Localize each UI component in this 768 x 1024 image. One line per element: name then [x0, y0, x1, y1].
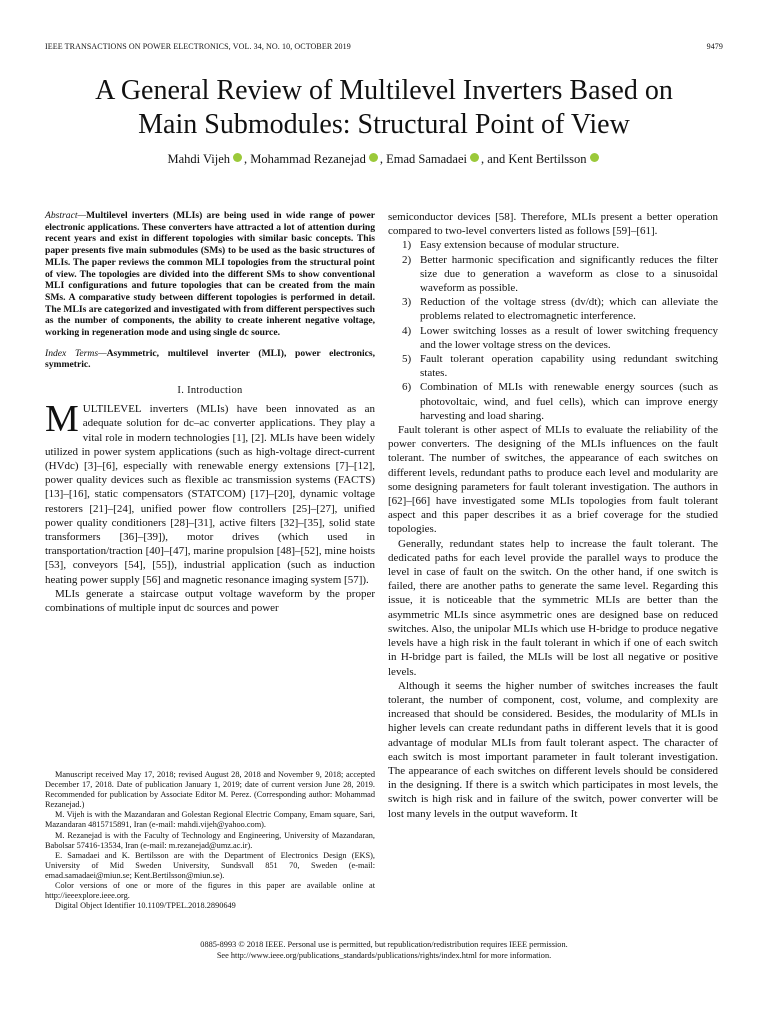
footnote: M. Rezanejad is with the Faculty of Technology and Engineering, University of Mazandaran, Babolsar 57416-13534, Iran (e-mail: m.rezanejad@umz.ac.ir).	[45, 830, 375, 850]
page-number: 9479	[706, 42, 723, 51]
index-terms-text: Asymmetric, multilevel inverter (MLI), power electronics, symmetric.	[45, 347, 376, 371]
abstract	[45, 210, 375, 339]
left-column	[45, 210, 375, 615]
index-terms	[45, 348, 375, 371]
running-header	[45, 42, 723, 51]
right-column	[388, 210, 718, 821]
abstract-text: Multilevel inverters (MLIs) are being used in wide range of power electronic applications. These converters have attracted a lot of attention during recent years and exist in different topologies with similar basic concepts. This paper presents five main submodules (SMs) to be used as the basic structures of MLIs. The paper reviews the common MLI topologies from the structural point of view. The topologies are divided into the different SMs to show conventional MLI configurations and future topologies that can be created from the main SMs. A comparative study between different topologies is performed in detail. The MLIs are categorized and investigated with from different perspectives such as the number of components, the ability to create inherent negative voltage, working in regeneration mode and using single dc source.	[45, 210, 375, 339]
orcid-icon[interactable]	[233, 153, 242, 162]
intro-paragraph-2: MLIs generate a staircase output voltage waveform by the proper combinations of multiple input dc sources and power	[45, 587, 375, 614]
copyright-notice	[0, 940, 768, 961]
author-1: Mahdi Vijeh	[167, 152, 231, 166]
right-paragraph-0: semiconductor devices [58]. Therefore, MLIs present a better operation compared to two-level converters listed as follows [59]–[61].	[388, 211, 718, 238]
right-paragraph-1: Fault tolerant is other aspect of MLIs to evaluate the reliability of the power converters. The designing of the MLIs influences on the fault tolerant. The number of switches, the appearance of each switches on different levels, redundant paths to produce each level and modularity are some designing parameters for fault tolerant investigation. The authors in [62]–[66] have investigated some MLIs topologies from fault tolerant aspect and this paper describes it as a brief coverage for the studied topologies.	[388, 424, 718, 536]
copyright-line-2: See http://www.ieee.org/publications_standards/publications/rights/index.html for more information.	[216, 950, 552, 960]
orcid-icon[interactable]	[590, 153, 599, 162]
orcid-icon[interactable]	[369, 153, 378, 162]
right-paragraph-2: Generally, redundant states help to increase the fault tolerant. The dedicated paths for each level provide the parallel ways to produce the level in case of fault on the switch. On the other hand, if one switch is failed, there are another paths to generate the same level. Regarding this issue, it is noticeable that the symmetric MLIs are better than the asymmetric MLIs since asymmetric ones are designed base on reduced switches. Also, the unipolar MLIs which use H-bridge to produce negative levels have a high risk in the fault tolerant in which if one of each switch in H-bridge part is failed, the MLIs will be lost all negative or positive levels.	[388, 537, 718, 678]
title-line-2: Main Submodules: Structural Point of View	[138, 109, 630, 140]
list-item: 5) Fault tolerant operation capability using redundant switching states.	[402, 353, 718, 380]
author-2: , Mohammad Rezanejad	[244, 152, 366, 166]
index-terms-label: Index Terms—	[45, 347, 107, 359]
intro-paragraph-1	[45, 398, 375, 587]
footnote: Manuscript received May 17, 2018; revised August 28, 2018 and November 9, 2018; accepted December 17, 2018. Date of publication January 1, 2019; date of current version June 28, 2019. Recommended for publication by Associate Editor M. Perez. (Corresponding author: Mohammad Rezanejad.)	[45, 770, 375, 810]
intro-text-1: ULTILEVEL inverters (MLIs) have been innovated as an adequate solution for dc–ac converter applications. They play a vital role in modern technologies [1], [2]. MLIs have been widely utilized in power system applications (such as high-voltage direct-current (HVdc) [3]–[6], especially with renewable energy extensions [7]–[12], power quality devices such as flexible ac transmission systems (FACTS) [13]–[16], static compensators (STATCOM) [17]–[20], dynamic voltage restorers [21]–[24], unified power flow controllers [25]–[27], unified power quality conditioners [28]–[31], active filters [32]–[35], solid state transformers [36]–[39]), motor drives (which used in transportation/traction [40]–[47], marine propulsion [48]–[52], mine hoists [53], conveyors [54], [55]), industrial application (such as induction heating power supply [56] and magnetic resonance imaging system [57]).	[45, 403, 375, 586]
right-paragraph-3: Although it seems the higher number of switches increases the fault tolerant, the number of component, cost, volume, and complexity are increased that should be considered. Besides, the modularity of MLIs in higher levels can create redundant paths in different levels that it is good advantage of modular MLIs from fault tolerant aspect. The character of each switch is most important parameter in fault tolerant investigation. The appearance of each switches on different levels should be considered in the designing. If there is a switch which participates in most levels, the switch is high risk and in failure of the switch, power converter will be lost many levels in the output waveform. It	[388, 679, 718, 820]
list-item: 6) Combination of MLIs with renewable energy sources (such as photovoltaic, wind, and fuel cells), which can improve energy harvesting and load sharing.	[402, 381, 718, 422]
list-item: 4) Lower switching losses as a result of lower switching frequency and the lower voltage stress on the devices.	[402, 324, 718, 351]
footnote: M. Vijeh is with the Mazandaran and Golestan Regional Electric Company, Emam square, Sari, Mazandaran 4815715891, Iran (e-mail: mahdi.vijeh@yahoo.com).	[45, 810, 375, 830]
footnote: E. Samadaei and K. Bertilsson are with the Department of Electronics Design (EKS), University of Mid Sweden University, Sundsvall 851 70, Sweden (e-mail: emad.samadaei@miun.se; Kent.Bertilsson@miun.se).	[45, 850, 375, 880]
journal-name: IEEE TRANSACTIONS ON POWER ELECTRONICS, VOL. 34, NO. 10, OCTOBER 2019	[45, 42, 351, 51]
list-item: 3) Reduction of the voltage stress (dv/dt); which can alleviate the problems related to electromagnetic interference.	[402, 296, 718, 323]
list-item: 2) Better harmonic specification and significantly reduces the filter size due to generation a waveform as close to a sinusoidal waveform as possible.	[402, 253, 718, 295]
paper-title	[40, 74, 728, 142]
advantages-list	[388, 238, 718, 423]
copyright-line-1: 0885-8993 © 2018 IEEE. Personal use is permitted, but republication/redistribution requires IEEE permission.	[200, 940, 568, 949]
abstract-label: Abstract—	[45, 210, 87, 221]
title-line-1: A General Review of Multilevel Inverters Based on	[95, 75, 673, 106]
author-4: , and Kent Bertilsson	[480, 152, 587, 166]
author-list	[40, 152, 728, 167]
footnote: Digital Object Identifier 10.1109/TPEL.2018.2890649	[55, 901, 236, 911]
footnotes	[45, 770, 375, 911]
drop-cap: M	[45, 398, 79, 441]
author-3: , Emad Samadaei	[379, 152, 467, 166]
section-heading: I. Introduction	[177, 385, 243, 397]
list-item: 1) Easy extension because of modular structure.	[402, 239, 620, 252]
orcid-icon[interactable]	[470, 153, 479, 162]
footnote: Color versions of one or more of the figures in this paper are available online at http://ieeexplore.ieee.org.	[45, 881, 375, 901]
